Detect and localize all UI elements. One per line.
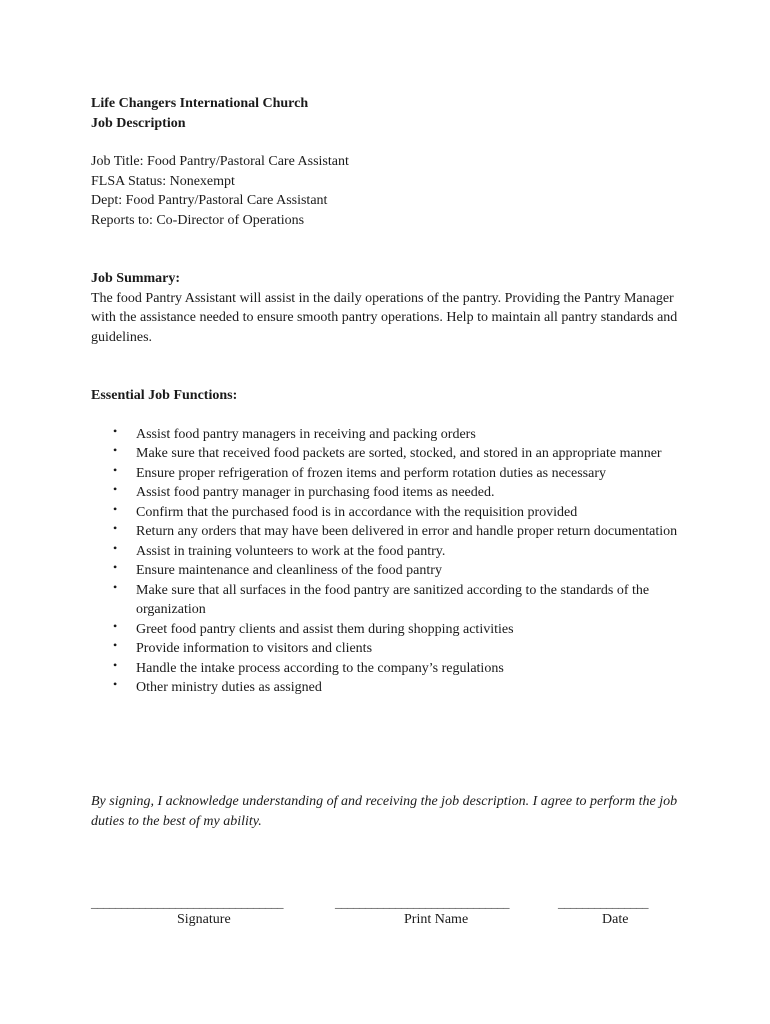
flsa-status: FLSA Status: Nonexempt <box>91 173 235 189</box>
list-item <box>91 522 691 542</box>
bullet-icon: • <box>113 501 118 516</box>
bullet-icon: • <box>113 540 118 555</box>
bullet-icon: • <box>113 677 118 691</box>
list-item <box>91 561 691 581</box>
list-item <box>91 581 691 620</box>
signature-block <box>91 893 676 933</box>
department: Dept: Food Pantry/Pastoral Care Assistant <box>91 193 328 208</box>
date-line: _______________ <box>558 895 648 910</box>
list-item-text: Ensure maintenance and cleanliness of the food pantry <box>136 563 442 578</box>
job-summary <box>91 289 691 348</box>
list-item <box>91 464 691 484</box>
signature-label: Signature <box>177 912 231 927</box>
essential-functions-list <box>91 425 691 698</box>
list-item <box>91 444 691 464</box>
bullet-icon: • <box>113 638 118 652</box>
bullet-icon: • <box>113 443 118 457</box>
date-label: Date <box>602 912 629 927</box>
job-summary-heading: Job Summary: <box>91 271 181 286</box>
job-meta <box>91 152 691 230</box>
organization-name: Life Changers International Church <box>91 96 309 111</box>
list-item-text: Greet food pantry clients and assist them during shopping activities <box>136 621 514 637</box>
bullet-icon: • <box>113 521 118 535</box>
job-title: Job Title: Food Pantry/Pastoral Care Assistant <box>91 154 349 169</box>
list-item-text: Return any orders that may have been delivered in error and handle proper return documentation <box>136 524 678 539</box>
print-name-line: _____________________________ <box>335 895 509 910</box>
document-body <box>91 94 691 698</box>
list-item-text: Provide information to visitors and clients <box>136 641 373 656</box>
document-type: Job Description <box>91 115 186 131</box>
list-item-text: Make sure that all surfaces in the food pantry are sanitized according to the standards of the organization <box>136 582 650 617</box>
list-item <box>91 425 691 445</box>
job-summary-text: The food Pantry Assistant will assist in the daily operations of the pantry. Providing the Pantry Manager with the assistance needed to ensure smooth pantry operations. Help to maintain all pantry standards and guidelines. <box>91 290 678 345</box>
signature-line: ________________________________ <box>91 895 283 910</box>
print-name-label: Print Name <box>404 912 469 927</box>
list-item-text: Make sure that received food packets are sorted, stocked, and stored in an appropriate manner <box>136 446 662 461</box>
bullet-icon: • <box>113 579 118 594</box>
list-item-text: Ensure proper refrigeration of frozen items and perform rotation duties as necessary <box>136 465 606 481</box>
list-item <box>91 639 691 659</box>
list-item-text: Confirm that the purchased food is in accordance with the requisition provided <box>136 504 578 520</box>
reports-to: Reports to: Co-Director of Operations <box>91 212 305 228</box>
bullet-icon: • <box>113 462 118 477</box>
list-item-text: Handle the intake process according to the company’s regulations <box>136 660 504 676</box>
acknowledgement-text: By signing, I acknowledge understanding of and receiving the job description. I agree to perform the job duties to the best of my ability. <box>91 794 678 829</box>
bullet-icon: • <box>113 618 118 633</box>
list-item <box>91 542 691 562</box>
list-item <box>91 483 691 503</box>
bullet-icon: • <box>113 560 118 574</box>
bullet-icon: • <box>113 657 118 672</box>
list-item-text: Assist food pantry managers in receiving and packing orders <box>136 426 476 442</box>
list-item <box>91 503 691 523</box>
list-item <box>91 678 691 698</box>
essential-functions-heading: Essential Job Functions: <box>91 388 238 403</box>
list-item-text: Assist in training volunteers to work at the food pantry. <box>136 543 446 559</box>
list-item <box>91 659 691 679</box>
bullet-icon: • <box>113 423 118 438</box>
bullet-icon: • <box>113 482 118 496</box>
list-item <box>91 620 691 640</box>
list-item-text: Assist food pantry manager in purchasing food items as needed. <box>136 485 495 500</box>
list-item-text: Other ministry duties as assigned <box>136 680 322 695</box>
